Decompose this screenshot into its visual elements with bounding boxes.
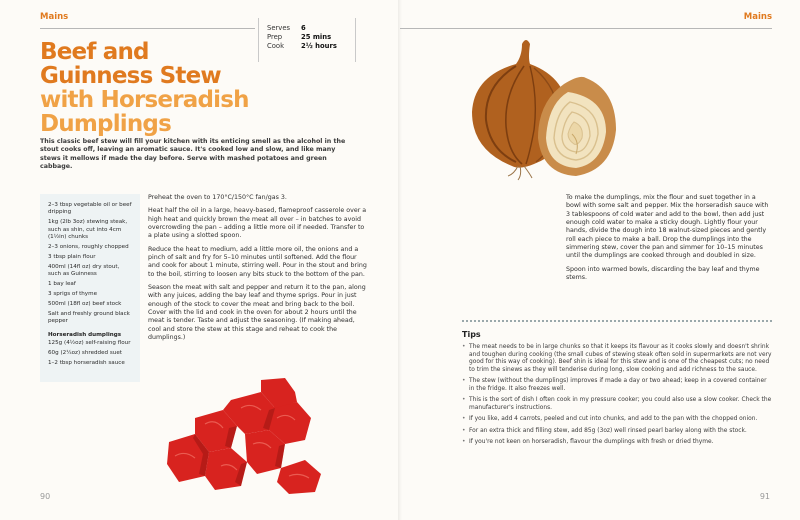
method-step: To make the dumplings, mix the flour and suet together in a bowl with some salt and pepper. Mix the horseradish sauce with 3 tablespoons of cold water and add to the bowl, then add just enough cold water to make a sticky dough. Lightly flour your hands, divide the dough into 18 walnut-sized pieces and gently roll each piece to make a ball. Drop the dumplings into the simmering stew, cover the pan and simmer for 10–15 minutes until the dumplings are cooked through and doubled in size.	[566, 194, 769, 260]
ingredient-item: 1–2 tbsp horseradish sauce	[48, 359, 125, 366]
dumplings-header: Horseradish dumplings	[48, 331, 122, 338]
ingredient-item: 1kg (2lb 3oz) stewing steak, such as shin, cut into 4cm (1½in) chunks	[48, 219, 128, 241]
ingredient-item: 125g (4½oz) self-raising flour	[48, 339, 131, 346]
method-step: Season the meat with salt and pepper and return it to the pan, along with any juices, adding the bay leaf and thyme sprigs. Pour in just enough of the stock to cover the meat and bring back to the boil. Cover with the lid and cook in the oven for about 2 hours until the meat is tender. Taste and adjust the seasoning. (If making ahead, cool and store the stew at this stage and reheat to cook the dumplings.)	[148, 284, 366, 342]
title-line: Beef and	[40, 39, 149, 65]
ingredients-box	[40, 194, 140, 382]
dumplings-list	[48, 340, 134, 367]
beef-cubes-illustration	[165, 378, 340, 496]
method-step: Spoon into warmed bowls, discarding the bay leaf and thyme stems.	[566, 265, 760, 282]
title-line: Dumplings	[40, 111, 171, 137]
recipe-title	[40, 40, 340, 136]
meta-value: 25 mins	[301, 33, 332, 41]
tips-title: Tips	[462, 330, 481, 339]
method-step: Preheat the oven to 170°C/150°C fan/gas 3.	[148, 194, 287, 201]
meta-label: Serves	[267, 24, 291, 32]
method-step: Reduce the heat to medium, add a little more oil, the onions and a pinch of salt and fry for 5–10 minutes until softened. Add the flour and cook for about 1 minute, stirring well. Pour in the stout and bring to the boil, stirring to loosen any bits stuck to the bottom of the pan.	[148, 245, 367, 278]
section-label: Mains	[40, 12, 69, 22]
ingredient-item: 500ml (18fl oz) beef stock	[48, 300, 122, 307]
method-step: Heat half the oil in a large, heavy-based, flameproof casserole over a high heat and quickly brown the meat all over – in batches to avoid overcrowding the pan – adding a little more oil if needed. Transfer to a plate using a slotted spoon.	[148, 207, 367, 240]
method-left	[148, 194, 368, 348]
ingredient-item: Salt and freshly ground black pepper	[48, 310, 130, 325]
title-line: Guinness Stew	[40, 63, 221, 89]
meta-value: 2½ hours	[301, 42, 337, 50]
right-page	[400, 0, 800, 520]
ingredient-item: 3 sprigs of thyme	[48, 291, 98, 298]
tip-item: • The stew (without the dumplings) improves if made a day or two ahead; keep in a covered container in the fridge. It also freezes well.	[462, 378, 772, 393]
tips-divider	[462, 320, 772, 324]
meta-label: Prep	[267, 33, 283, 41]
ingredient-item: 1 bay leaf	[48, 281, 76, 288]
method-right	[566, 194, 772, 287]
meta-value: 6	[301, 24, 306, 32]
title-line: with Horseradish	[40, 87, 249, 113]
ingredient-item: 60g (2¼oz) shredded suet	[48, 349, 122, 356]
tip-item: • If you're not keen on horseradish, flavour the dumplings with fresh or dried thyme.	[462, 439, 772, 447]
header-rule	[40, 28, 255, 29]
tip-item: • For an extra thick and filling stew, add 85g (3oz) well rinsed pearl barley along with the stock.	[462, 428, 772, 436]
tip-item: • The meat needs to be in large chunks so that it keeps its flavour as it cooks slowly and doesn't shrink and toughen during cooking (the small cubes of stewing steak often sold in supermarkets are not very good for this way of cooking). Beef shin is ideal for this stew and is one of the cheapest cuts; no need to trim the sinews as they will tenderise during long, slow cooking and add richness to the sauce.	[462, 344, 772, 375]
tip-item: • This is the sort of dish I often cook in my pressure cooker; you could also use a slow cooker. Check the manufacturer's instructions.	[462, 397, 772, 412]
meta-serves	[267, 24, 337, 33]
ingredient-item: 2–3 onions, roughly chopped	[48, 244, 129, 251]
tips-list	[462, 344, 772, 447]
ingredient-item: 400ml (14fl oz) dry stout, such as Guinness	[48, 263, 120, 278]
ingredients-list	[48, 202, 134, 326]
meta-label: Cook	[267, 42, 284, 50]
ingredient-item: 3 tbsp plain flour	[48, 253, 96, 260]
page-number: 91	[759, 492, 770, 501]
recipe-intro: This classic beef stew will fill your kitchen with its enticing smell as the alcohol in the stout cooks off, leaving an aromatic sauce. It's cooked low and slow, and like many stews it mellows if made the day before. Serve with mashed potatoes and green cabbage.	[40, 138, 346, 171]
tip-item: • If you like, add 4 carrots, peeled and cut into chunks, and add to the pan with the chopped onion.	[462, 416, 772, 424]
onion-illustration	[460, 34, 620, 184]
page-number: 90	[40, 492, 51, 501]
tips-section	[462, 320, 772, 450]
section-label: Mains	[743, 12, 772, 22]
header-rule	[400, 28, 772, 29]
ingredient-item: 2–3 tbsp vegetable oil or beef dripping	[48, 202, 132, 216]
